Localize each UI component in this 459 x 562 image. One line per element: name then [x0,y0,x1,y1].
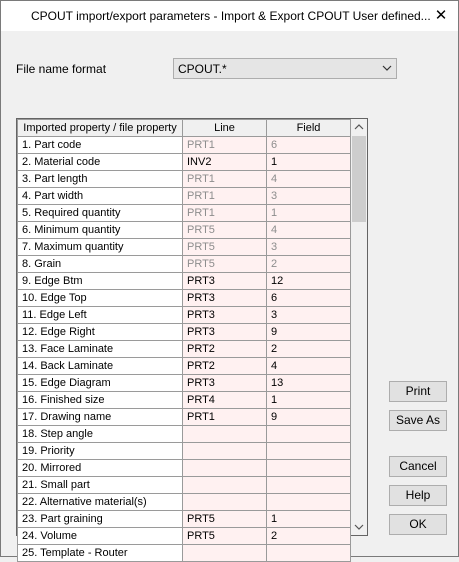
vertical-scrollbar[interactable] [351,119,367,535]
close-icon[interactable]: ✕ [434,7,448,24]
save-as-button[interactable]: Save As [389,410,447,431]
cell-property: 13. Face Laminate [18,341,183,358]
file-name-format-select[interactable] [173,58,397,79]
table-row[interactable] [18,307,351,324]
table-row[interactable] [18,171,351,188]
cell-property: 10. Edge Top [18,290,183,307]
cell-property: 6. Minimum quantity [18,222,183,239]
cell-line[interactable]: PRT1 [183,137,267,154]
cell-property: 2. Material code [18,154,183,171]
cell-field[interactable] [267,477,351,494]
ok-button[interactable]: OK [389,514,447,535]
table-row[interactable] [18,222,351,239]
cell-field[interactable] [267,443,351,460]
scroll-down-icon[interactable] [354,522,364,532]
table-row[interactable] [18,273,351,290]
print-button[interactable]: Print [389,381,447,402]
cell-property: 9. Edge Btm [18,273,183,290]
cell-field[interactable]: 4 [267,171,351,188]
cell-line[interactable]: PRT1 [183,205,267,222]
file-name-format-value: CPOUT.* [178,62,227,76]
table-row[interactable] [18,137,351,154]
property-grid [16,118,368,559]
cell-field[interactable]: 1 [267,511,351,528]
cell-line[interactable]: PRT4 [183,392,267,409]
cell-line[interactable]: PRT3 [183,324,267,341]
cell-property: 23. Part graining [18,511,183,528]
cell-property: 14. Back Laminate [18,358,183,375]
cell-field[interactable]: 3 [267,239,351,256]
cell-line[interactable] [183,494,267,511]
cell-property: 8. Grain [18,256,183,273]
scroll-up-icon[interactable] [354,122,364,132]
file-name-format-label: File name format [16,62,107,76]
table-row[interactable] [18,409,351,426]
cell-line[interactable]: PRT2 [183,341,267,358]
cell-field[interactable]: 1 [267,205,351,222]
cell-property: 22. Alternative material(s) [18,494,183,511]
table-row[interactable] [18,528,351,545]
table-row[interactable] [18,290,351,307]
column-header-property[interactable]: Imported property / file property [18,120,183,137]
cancel-button[interactable]: Cancel [389,456,447,477]
table-row[interactable] [18,460,351,477]
cell-line[interactable]: PRT5 [183,511,267,528]
cell-property: 25. Template - Router [18,545,183,562]
cell-field[interactable]: 6 [267,137,351,154]
cell-field[interactable]: 1 [267,154,351,171]
table-row[interactable] [18,443,351,460]
cell-line[interactable]: PRT1 [183,188,267,205]
cell-line[interactable]: PRT1 [183,171,267,188]
cell-property: 17. Drawing name [18,409,183,426]
cell-line[interactable]: PRT3 [183,375,267,392]
cell-property: 7. Maximum quantity [18,239,183,256]
cell-property: 19. Priority [18,443,183,460]
cell-line[interactable]: PRT3 [183,273,267,290]
cell-line[interactable]: INV2 [183,154,267,171]
window-title: CPOUT import/export parameters - Import & Export CPOUT User defined... [31,9,431,23]
title-bar [1,1,458,31]
cell-property: 11. Edge Left [18,307,183,324]
cell-line[interactable] [183,426,267,443]
table-row[interactable] [18,239,351,256]
cell-property: 3. Part length [18,171,183,188]
scrollbar-thumb[interactable] [352,136,366,222]
help-button[interactable]: Help [389,485,447,506]
cell-line[interactable]: PRT2 [183,358,267,375]
cell-field[interactable]: 9 [267,409,351,426]
cell-line[interactable]: PRT5 [183,256,267,273]
table-row[interactable] [18,545,351,562]
cell-field[interactable] [267,545,351,562]
table-row[interactable] [18,154,351,171]
table-row[interactable] [18,511,351,528]
cell-property: 1. Part code [18,137,183,154]
cell-field[interactable]: 2 [267,528,351,545]
chevron-down-icon [382,63,392,73]
cell-line[interactable] [183,477,267,494]
cell-field[interactable]: 3 [267,307,351,324]
cell-field[interactable]: 4 [267,222,351,239]
cell-property: 18. Step angle [18,426,183,443]
cell-property: 15. Edge Diagram [18,375,183,392]
cell-field[interactable] [267,460,351,477]
table-row[interactable] [18,375,351,392]
cell-property: 5. Required quantity [18,205,183,222]
table-row[interactable] [18,188,351,205]
cell-line[interactable]: PRT1 [183,409,267,426]
table-row[interactable] [18,341,351,358]
cell-property: 20. Mirrored [18,460,183,477]
table-row[interactable] [18,358,351,375]
cell-field[interactable]: 1 [267,392,351,409]
cell-line[interactable]: PRT5 [183,528,267,545]
column-header-field[interactable]: Field [267,120,351,137]
cell-line[interactable] [183,443,267,460]
cell-property: 12. Edge Right [18,324,183,341]
cell-field[interactable]: 9 [267,324,351,341]
table-row[interactable] [18,392,351,409]
table-row[interactable] [18,477,351,494]
cell-line[interactable]: PRT3 [183,307,267,324]
cell-property: 24. Volume [18,528,183,545]
property-table [17,119,351,562]
cell-field[interactable] [267,494,351,511]
cell-line[interactable]: PRT5 [183,222,267,239]
cell-field[interactable]: 4 [267,358,351,375]
table-row[interactable] [18,205,351,222]
cell-field[interactable]: 3 [267,188,351,205]
cell-line[interactable]: PRT5 [183,239,267,256]
cell-property: 21. Small part [18,477,183,494]
cell-field[interactable]: 12 [267,273,351,290]
table-row[interactable] [18,494,351,511]
table-header-row [18,120,351,137]
column-header-line[interactable]: Line [183,120,267,137]
cell-property: 4. Part width [18,188,183,205]
cell-field[interactable] [267,426,351,443]
cell-property: 16. Finished size [18,392,183,409]
cell-field[interactable]: 13 [267,375,351,392]
table-row[interactable] [18,426,351,443]
table-row[interactable] [18,324,351,341]
cell-line[interactable] [183,545,267,562]
cell-field[interactable]: 2 [267,256,351,273]
table-row[interactable] [18,256,351,273]
cell-field[interactable]: 6 [267,290,351,307]
cell-field[interactable]: 2 [267,341,351,358]
cell-line[interactable]: PRT3 [183,290,267,307]
cell-line[interactable] [183,460,267,477]
